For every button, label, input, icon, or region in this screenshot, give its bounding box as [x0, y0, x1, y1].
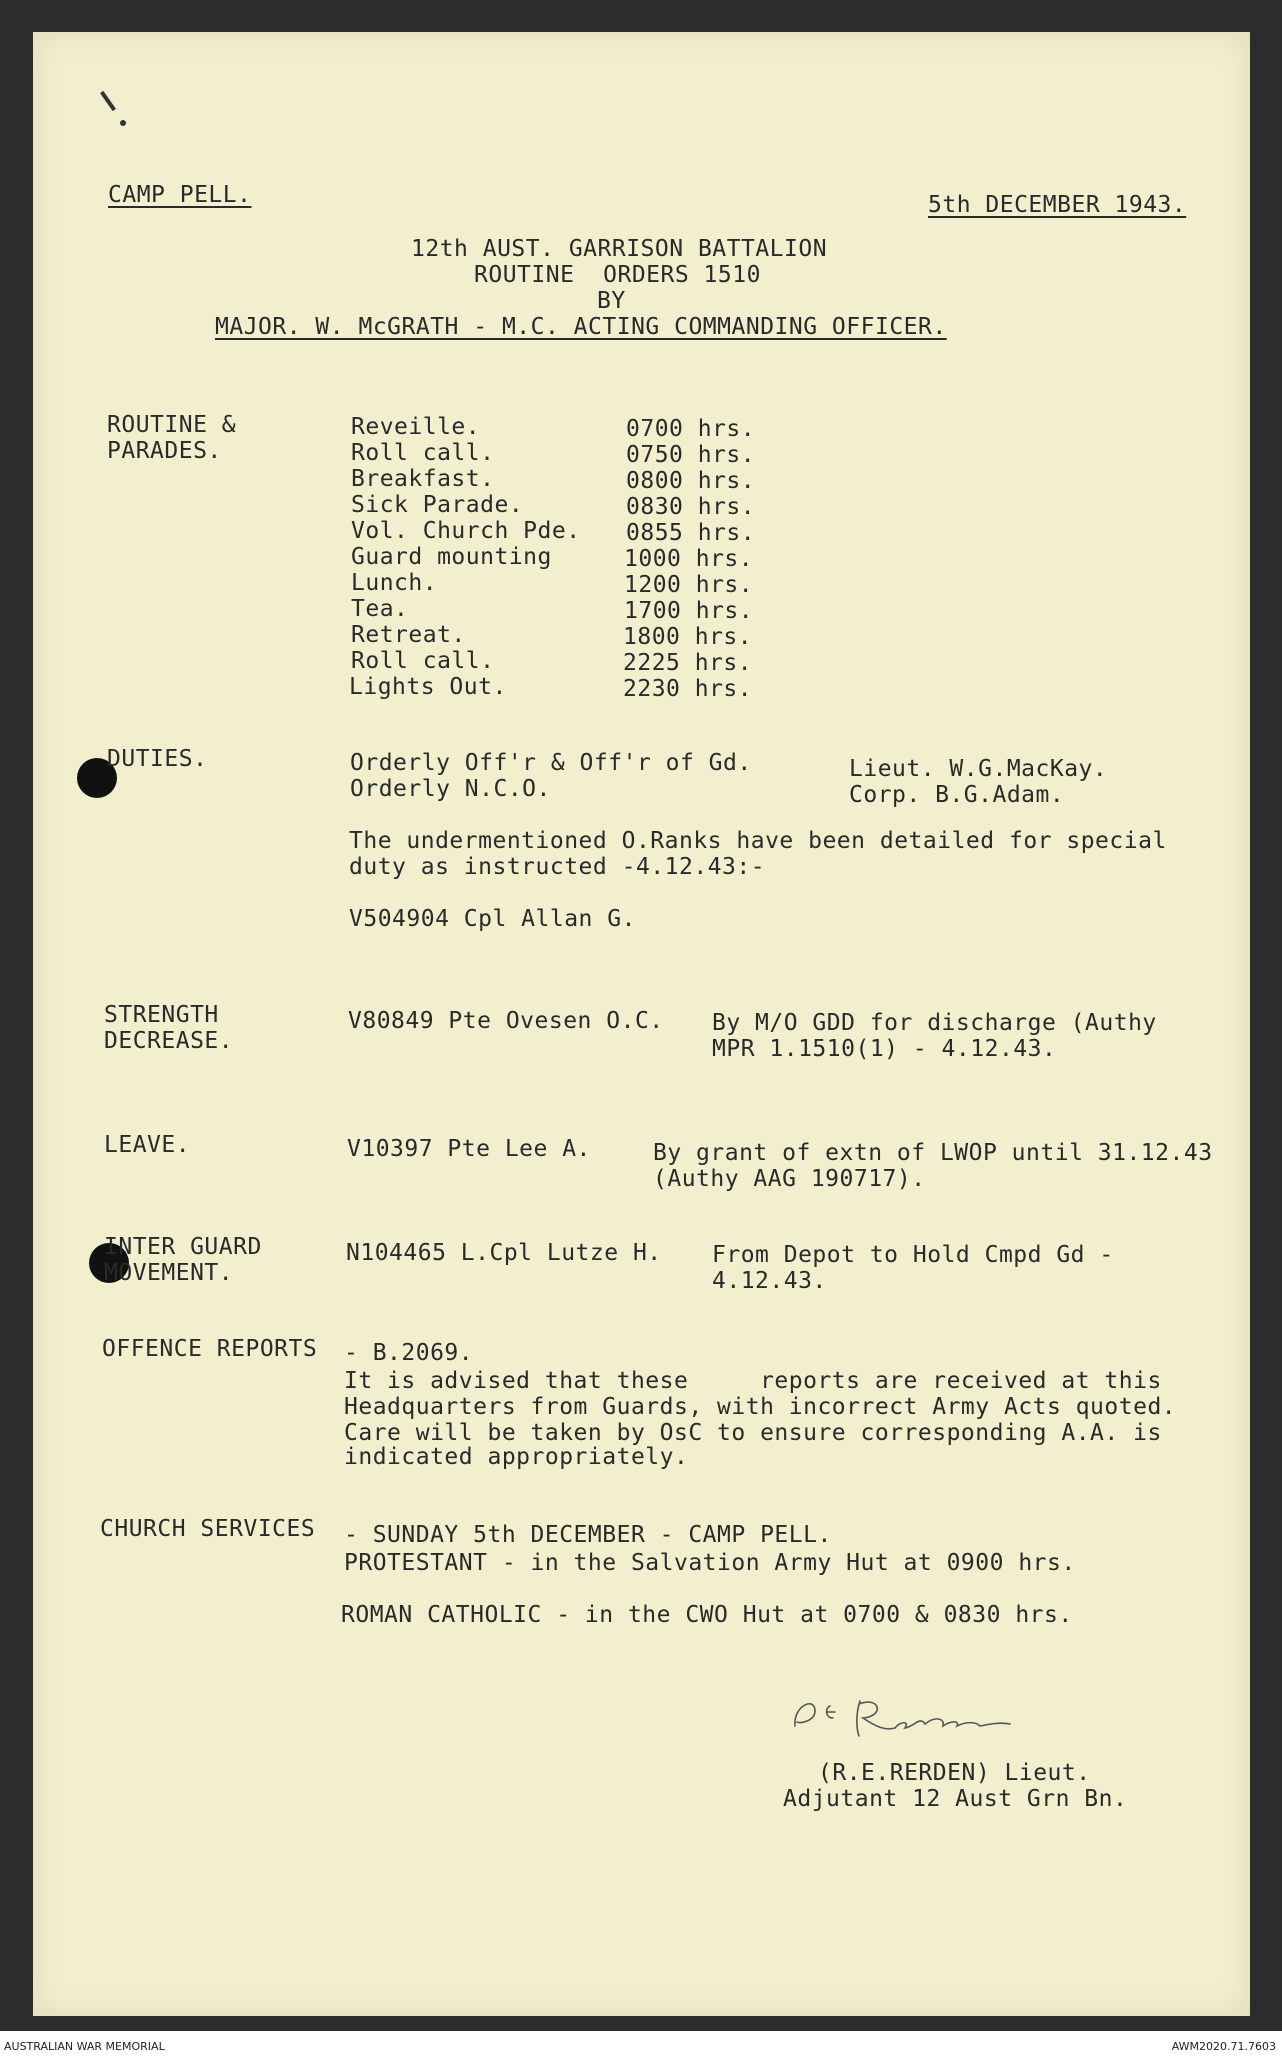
orders-title: ROUTINE ORDERS 1510 [474, 262, 761, 288]
inter-guard-member: N104465 L.Cpl Lutze H. [346, 1240, 662, 1266]
detailed-member: V504904 Cpl Allan G. [349, 906, 636, 932]
inter-guard-detail: 4.12.43. [712, 1268, 827, 1294]
duty-role: Orderly Off'r & Off'r of Gd. [350, 750, 752, 776]
inter-guard-heading: INTER GUARD [104, 1234, 262, 1260]
routine-activity: Tea. [351, 596, 409, 622]
routine-time: 0800 hrs. [626, 468, 756, 494]
routine-time: 1200 hrs. [624, 572, 754, 598]
by-label: BY [597, 288, 626, 314]
church-catholic: ROMAN CATHOLIC - in the CWO Hut at 0700 & 0830 hrs. [341, 1602, 1073, 1628]
duty-role: Orderly N.C.O. [350, 776, 551, 802]
strength-member: V80849 Pte Ovesen O.C. [348, 1008, 664, 1034]
signatory-name: (R.E.RERDEN) Lieut. [818, 1760, 1091, 1786]
routine-time: 1000 hrs. [624, 546, 754, 572]
duties-note: duty as instructed -4.12.43:- [349, 854, 766, 880]
duties-heading: DUTIES. [107, 746, 208, 772]
duties-note: The undermentioned O.Ranks have been detailed for special [349, 828, 1167, 854]
movement-heading: MOVEMENT. [104, 1260, 234, 1286]
routine-activity: Roll call. [351, 440, 495, 466]
routine-activity: Lunch. [351, 570, 438, 596]
routine-time: 0700 hrs. [626, 416, 756, 442]
order-date: 5th DECEMBER 1943. [928, 192, 1187, 218]
routine-activity: Vol. Church Pde. [351, 518, 581, 544]
decrease-heading: DECREASE. [104, 1028, 234, 1054]
duty-name: Lieut. W.G.MacKay. [849, 756, 1108, 782]
routine-activity: Lights Out. [349, 674, 507, 700]
archive-footer [0, 2031, 1282, 2061]
leave-detail: (Authy AAG 190717). [653, 1166, 926, 1192]
ink-speck [120, 120, 126, 126]
offence-ref: - B.2069. [344, 1340, 474, 1366]
offence-text: indicated appropriately. [344, 1444, 689, 1470]
strength-detail: MPR 1.1510(1) - 4.12.43. [712, 1036, 1057, 1062]
routine-time: 0750 hrs. [626, 442, 756, 468]
inter-guard-detail: From Depot to Hold Cmpd Gd - [712, 1242, 1114, 1268]
routine-activity: Retreat. [351, 622, 466, 648]
leave-member: V10397 Pte Lee A. [347, 1136, 591, 1162]
routine-activity: Breakfast. [351, 466, 495, 492]
camp-location: CAMP PELL. [108, 182, 252, 208]
church-date: - SUNDAY 5th DECEMBER - CAMP PELL. [344, 1522, 832, 1548]
routine-heading: ROUTINE & [107, 412, 237, 438]
routine-activity: Guard mounting [351, 544, 552, 570]
handwritten-signature [785, 1686, 1085, 1746]
leave-detail: By grant of extn of LWOP until 31.12.43 [653, 1140, 1213, 1166]
routine-time: 1800 hrs. [623, 624, 753, 650]
routine-activity: Roll call. [351, 648, 495, 674]
battalion-title: 12th AUST. GARRISON BATTALION [411, 236, 828, 262]
routine-time: 1700 hrs. [624, 598, 754, 624]
routine-time: 0830 hrs. [626, 494, 756, 520]
offence-heading: OFFENCE REPORTS [102, 1336, 318, 1362]
commanding-officer: MAJOR. W. McGRATH - M.C. ACTING COMMANDING OFFICER. [215, 314, 947, 340]
church-protestant: PROTESTANT - in the Salvation Army Hut at 0900 hrs. [344, 1550, 1076, 1576]
offence-text: Headquarters from Guards, with incorrect Army Acts quoted. [344, 1394, 1177, 1420]
leave-heading: LEAVE. [104, 1132, 191, 1158]
routine-time: 2230 hrs. [623, 676, 753, 702]
footer-accession: AWM2020.71.7603 [1171, 2040, 1276, 2053]
duty-name: Corp. B.G.Adam. [849, 782, 1065, 808]
strength-heading: STRENGTH [104, 1002, 219, 1028]
footer-institution: AUSTRALIAN WAR MEMORIAL [4, 2040, 165, 2053]
routine-time: 0855 hrs. [626, 520, 756, 546]
church-heading: CHURCH SERVICES [100, 1516, 316, 1542]
offence-text: Care will be taken by OsC to ensure corresponding A.A. is [344, 1420, 1162, 1446]
routine-time: 2225 hrs. [623, 650, 753, 676]
routine-activity: Sick Parade. [351, 492, 524, 518]
routine-activity: Reveille. [351, 414, 481, 440]
offence-text: It is advised that these reports are received at this [344, 1368, 1162, 1394]
parades-heading: PARADES. [107, 438, 222, 464]
strength-detail: By M/O GDD for discharge (Authy [712, 1010, 1157, 1036]
signatory-title: Adjutant 12 Aust Grn Bn. [783, 1786, 1128, 1812]
